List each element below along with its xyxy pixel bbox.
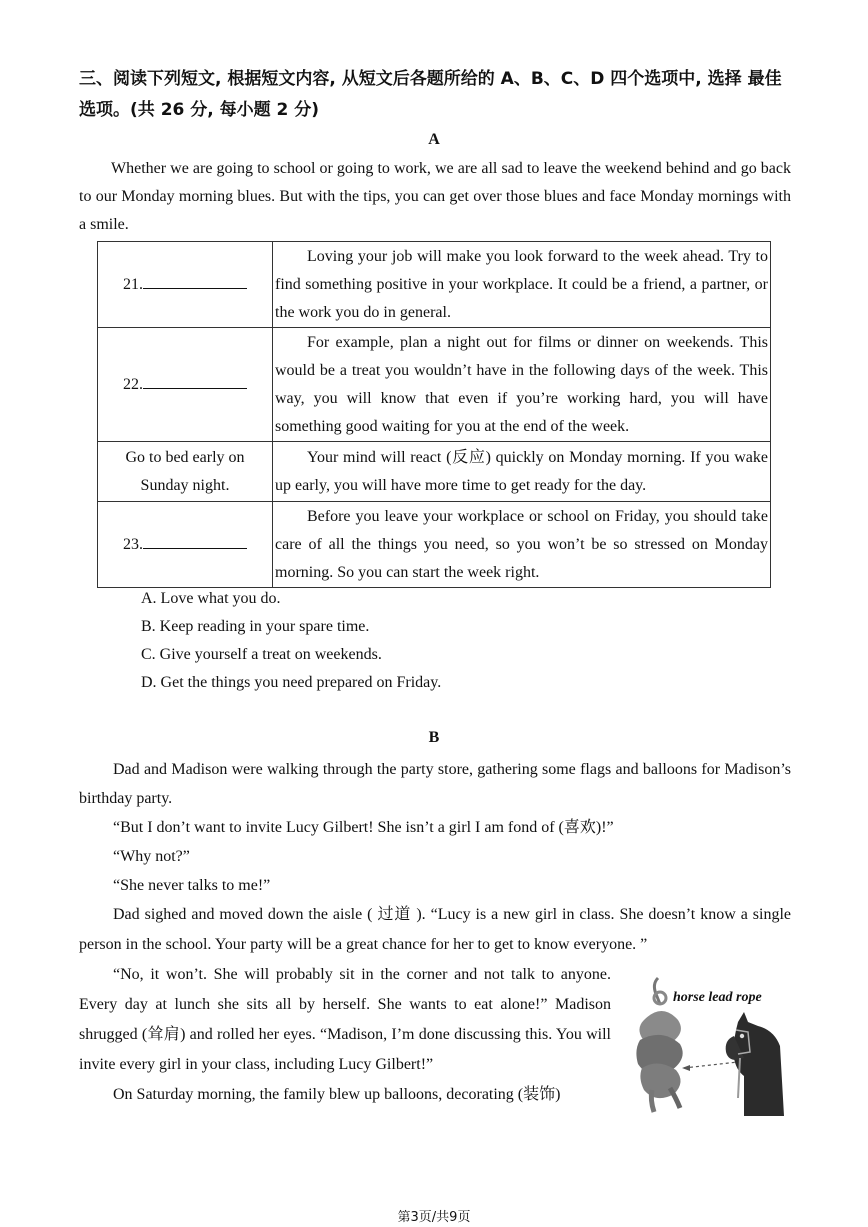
passage-a-intro: Whether we are going to school or going to work, we are all sad to leave the weekend behind and go back to our Monday morning blues. But with the tips, you can get over those blues and face Monday mornings with a smile. [79, 160, 791, 233]
passage-a-label: A [428, 131, 440, 148]
option-c: C. Give yourself a treat on weekends. [141, 646, 382, 663]
tips-table [97, 241, 771, 588]
pointer-line [684, 1062, 738, 1068]
option-a: A. Love what you do. [141, 590, 281, 607]
table-row [98, 502, 771, 588]
story-paragraph: “No, it won’t. She will probably sit in the corner and not talk to anyone. Every day at lunch she sits all by herself. She wants to eat alone!” Madison shrugged (耸肩) and rolled her eyes. “Madison, I’m done discussing this. You will invite every girl in your class, including Lucy Gilbert!” [79, 966, 611, 1073]
options-list [141, 585, 441, 697]
option-d: D. Get the things you need prepared on Friday. [141, 674, 442, 691]
story-paragraph: “But I don’t want to invite Lucy Gilbert! She isn’t a girl I am fond of (喜欢)!” [113, 819, 614, 836]
answer-blank[interactable] [143, 372, 247, 389]
story-paragraph: “She never talks to me!” [113, 877, 271, 894]
row-text: Your mind will react (反应) quickly on Monday morning. If you wake up early, you will have more time to get ready for the day. [273, 442, 771, 502]
passage-b-label: B [428, 729, 440, 746]
answer-blank[interactable] [143, 532, 247, 549]
row-text: Loving your job will make you look forward to the week ahead. Try to find something positive in your workplace. It could be a friend, a partner, or the work you do in general. [273, 242, 771, 328]
horse-icon [726, 1012, 784, 1116]
page-number: 第3页/共9页 [397, 1210, 471, 1225]
row-text: For example, plan a night out for films or dinner on weekends. This would be a treat you wouldn’t have in the following days of the week. This way, you will know that even if you’re working hard, you will have something good waiting for you at the end of the week. [273, 328, 771, 442]
story-paragraph: On Saturday morning, the family blew up balloons, decorating (装饰) [113, 1086, 561, 1103]
story-paragraph: Dad sighed and moved down the aisle ( 过道 ). “Lucy is a new girl in class. She doesn’t know a single person in the school. Your party will be a great chance for her to get to know everyone. ” [79, 906, 791, 953]
section-instructions: 三、阅读下列短文, 根据短文内容, 从短文后各题所给的 A、B、C、D 四个选项中, 选择 最佳选项。(共 26 分, 每小题 2 分) [79, 69, 782, 120]
table-row [98, 242, 771, 328]
story-paragraph: “Why not?” [113, 848, 190, 865]
row-text: Before you leave your workplace or school on Friday, you should take care of all the things you need, so you won’t be so stressed on Monday morning. So you can start the week right. [273, 502, 771, 588]
story-paragraph: Dad and Madison were walking through the party store, gathering some flags and balloons for Madison’s birthday party. [79, 761, 791, 807]
table-row [98, 328, 771, 442]
row-label-23: 23. [98, 502, 273, 588]
row-label-22: 22. [98, 328, 273, 442]
figure-label: horse lead rope [673, 990, 762, 1005]
row-label-21: 21. [98, 242, 273, 328]
answer-blank[interactable] [143, 272, 247, 289]
option-b: B. Keep reading in your spare time. [141, 618, 370, 635]
table-row [98, 442, 771, 502]
row-label-sunday: Go to bed early on Sunday night. [98, 442, 273, 502]
